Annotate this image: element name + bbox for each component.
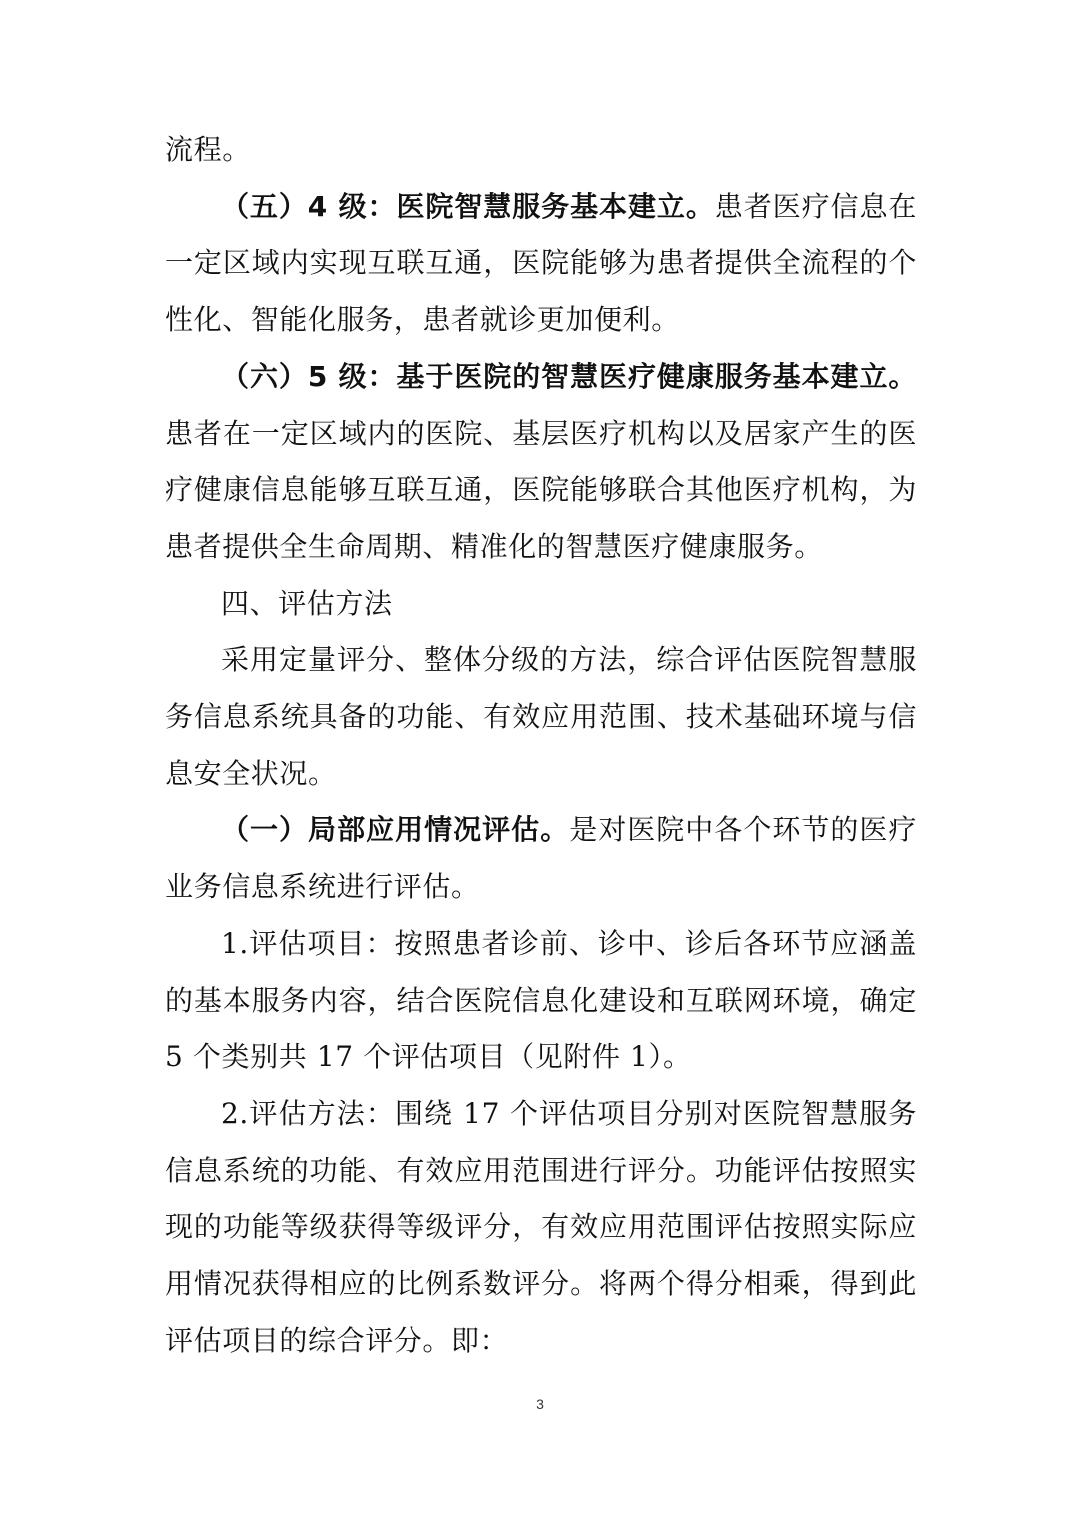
paragraph-text: 患者在一定区域内的医院、基层医疗机构以及居家产生的医疗健康信息能够互联互通，医院能够联合其他医疗机构，为患者提供全生命周期、精准化的智慧医疗健康服务。 xyxy=(165,416,917,563)
paragraph-text: 流程。 xyxy=(165,133,251,166)
paragraph-continuation xyxy=(165,122,917,179)
paragraph-local-assessment xyxy=(165,802,917,915)
section-heading-text: 四、评估方法 xyxy=(221,586,393,620)
paragraph-level-5 xyxy=(165,349,917,576)
paragraph-text: 是对医院中各个环节的医疗业务信息系统进行评估。 xyxy=(165,813,918,904)
document-body xyxy=(165,122,917,1369)
paragraph-assessment-approach xyxy=(165,1086,917,1370)
paragraph-text: 2.评估方法：围绕 17 个评估项目分别对医院智慧服务信息系统的功能、有效应用范围进行评分。功能评估按照实现的功能等级获得等级评分，有效应用范围评估按照实际应用情况获得相应的比例系数评分。将两个得分相乘，得到此评估项目的综合评分。即： xyxy=(165,1096,917,1357)
paragraph-level-4 xyxy=(165,179,917,349)
level-4-heading: （五）4 级：医院智慧服务基本建立。 xyxy=(221,189,715,223)
paragraph-text: 采用定量评分、整体分级的方法，综合评估医院智慧服务信息系统具备的功能、有效应用范围、技术基础环境与信息安全状况。 xyxy=(165,643,917,790)
paragraph-method-overview xyxy=(165,632,917,802)
level-5-heading: （六）5 级：基于医院的智慧医疗健康服务基本建立。 xyxy=(221,359,917,393)
local-assessment-heading: （一）局部应用情况评估。 xyxy=(221,813,570,847)
paragraph-assessment-items xyxy=(165,916,917,1086)
section-heading-assessment-method xyxy=(165,576,917,633)
paragraph-text: 1.评估项目：按照患者诊前、诊中、诊后各环节应涵盖的基本服务内容，结合医院信息化建设和互联网环境，确定 5 个类别共 17 个评估项目（见附件 1）。 xyxy=(165,926,917,1074)
page-number: 3 xyxy=(536,1396,544,1412)
paragraph-text: 患者医疗信息在一定区域内实现互联互通，医院能够为患者提供全流程的个性化、智能化服务，患者就诊更加便利。 xyxy=(165,189,917,337)
